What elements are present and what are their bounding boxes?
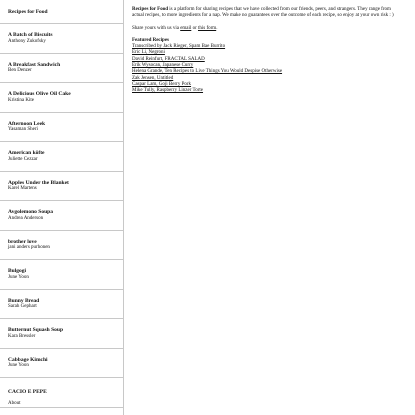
recipe-item[interactable] bbox=[0, 54, 123, 84]
recipe-author: Anthony Zukofsky bbox=[8, 38, 46, 44]
recipe-item[interactable] bbox=[0, 201, 123, 231]
featured-list bbox=[132, 44, 404, 94]
featured-link[interactable]: Eric Li, Negroni bbox=[132, 50, 165, 56]
recipe-author: Kristina Kite bbox=[8, 97, 34, 103]
recipe-title: Afternoon Leek bbox=[8, 120, 46, 127]
about-link[interactable]: About bbox=[8, 401, 21, 406]
sidebar bbox=[0, 0, 124, 415]
intro-text: is a platform for sharing recipes that we have collected from our friends, peers, and strangers. They range from actual recipes, to more ingredients for a nap. We make no guarantees over the outcome of each recipe, so enjoy at your own risk : ) bbox=[132, 7, 394, 19]
recipe-author: Juliette Cezzar bbox=[8, 156, 38, 162]
recipe-title: A Batch of Biscuits bbox=[8, 32, 53, 38]
recipe-title: Butternut Squash Soup bbox=[8, 327, 64, 333]
share-middle: or bbox=[191, 25, 198, 31]
form-link[interactable]: this form bbox=[197, 25, 217, 31]
recipe-item[interactable] bbox=[0, 349, 123, 379]
featured-link[interactable]: Transcribed by Jack Rieger, Spam Bae Burrito bbox=[132, 44, 226, 50]
featured-link[interactable]: Mike Tully, Raspberry Linzer Torte bbox=[132, 88, 204, 94]
featured-item bbox=[132, 88, 404, 94]
email-link[interactable]: email bbox=[180, 25, 192, 31]
recipe-title: brother love bbox=[8, 238, 37, 245]
recipe-item[interactable] bbox=[0, 142, 123, 172]
featured-heading: Featured Recipes bbox=[132, 37, 169, 43]
recipe-item[interactable] bbox=[0, 290, 123, 320]
recipe-author: Karel Martens bbox=[8, 186, 37, 191]
share-paragraph bbox=[132, 26, 404, 32]
featured-link[interactable]: Erik Wysocan, Japanese Curry bbox=[132, 63, 194, 69]
recipe-author: Andrea Anderson bbox=[8, 215, 44, 221]
recipe-item[interactable] bbox=[0, 319, 123, 349]
share-prefix: Share yours with us via bbox=[132, 25, 181, 31]
recipe-item[interactable] bbox=[0, 172, 123, 202]
recipe-title: Apples Under the Blanket bbox=[8, 179, 69, 186]
recipe-title: A Breakfast Sandwich bbox=[8, 61, 61, 68]
recipe-item[interactable] bbox=[0, 231, 123, 261]
featured-link[interactable]: Helena Grande, Ten Recipes to Live Things You Would Despise Otherwise bbox=[132, 69, 283, 75]
intro-brand: Recipes for Food bbox=[132, 7, 169, 12]
recipe-author: Yasaman Sheri bbox=[8, 127, 38, 132]
recipe-item[interactable] bbox=[0, 260, 123, 290]
recipe-title: CACIO E PEPE bbox=[8, 389, 47, 395]
recipe-title: American köfte bbox=[8, 150, 45, 156]
featured-link[interactable]: Caspar Lam, Goji Berry Pork bbox=[132, 81, 192, 87]
recipe-author: June Yoon bbox=[8, 274, 29, 280]
featured-link[interactable]: David Reinfurt, FRACTAL SALAD bbox=[132, 56, 205, 62]
share-suffix: . bbox=[216, 25, 218, 31]
recipe-author: Sarah Gephart bbox=[8, 304, 37, 309]
recipe-author: June Yoon bbox=[8, 363, 29, 368]
recipe-title: Bunny Bread bbox=[8, 297, 40, 304]
site-title[interactable]: Recipes for Food bbox=[0, 0, 123, 24]
recipe-author: Ben Denzer bbox=[8, 68, 32, 73]
recipe-title: Bulgogi bbox=[8, 268, 27, 274]
recipe-list bbox=[0, 24, 123, 408]
recipe-author: jani anders purhonen bbox=[8, 245, 50, 250]
recipe-title: Avgolemono Soupa bbox=[8, 209, 53, 215]
intro-paragraph bbox=[132, 7, 404, 20]
recipe-item[interactable] bbox=[0, 83, 123, 113]
recipe-title: Cabbage Kimchi bbox=[8, 356, 48, 363]
featured-link[interactable]: Zak Jensen, Untitled bbox=[132, 75, 174, 81]
main-content bbox=[132, 7, 404, 95]
recipe-title: A Delicious Olive Oil Cake bbox=[8, 91, 71, 97]
recipe-item[interactable] bbox=[0, 113, 123, 143]
recipe-author: Kara Bressler bbox=[8, 333, 36, 339]
recipe-item[interactable] bbox=[0, 24, 123, 54]
